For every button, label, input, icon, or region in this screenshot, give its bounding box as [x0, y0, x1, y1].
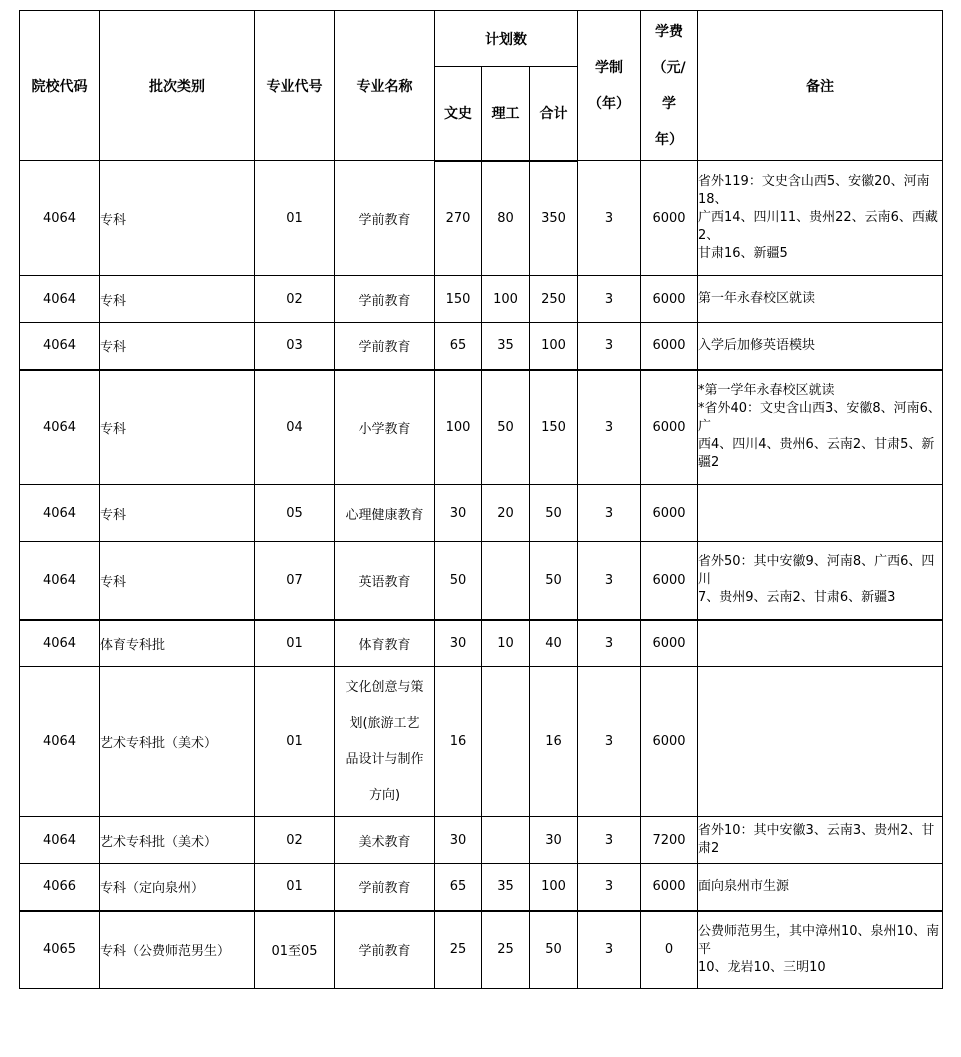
batch-cell: 专科（定向泉州） — [100, 864, 255, 911]
note-line: *第一学年永春校区就读 — [698, 383, 835, 399]
major-name-cell: 小学教育 — [335, 370, 435, 485]
school-code-cell: 4064 — [20, 485, 100, 542]
batch-cell: 专科（公费师范男生） — [100, 911, 255, 989]
plan-total-cell: 50 — [530, 542, 578, 620]
header-duration-line: 学制 — [595, 59, 624, 76]
header-notes: 备注 — [698, 11, 943, 161]
fee-cell: 6000 — [641, 485, 698, 542]
note-line: 甘肃16、新疆5 — [698, 246, 788, 261]
batch-cell: 专科 — [100, 370, 255, 485]
note-line: 面向泉州市生源 — [698, 878, 790, 894]
fee-cell: 7200 — [641, 817, 698, 864]
school-code-cell: 4064 — [20, 370, 100, 485]
school-code-cell: 4065 — [20, 911, 100, 989]
note-line: *省外40：文史含山西3、安徽8、河南6、广 — [698, 401, 941, 435]
plan-total-cell: 50 — [530, 911, 578, 989]
fee-cell: 6000 — [641, 864, 698, 911]
duration-cell: 3 — [578, 485, 641, 542]
major-name-cell: 英语教育 — [335, 542, 435, 620]
plan-total-cell: 100 — [530, 323, 578, 370]
major-code-cell: 05 — [255, 485, 335, 542]
plan-total-cell: 350 — [530, 161, 578, 276]
batch-cell: 体育专科批 — [100, 620, 255, 667]
plan-wenshi-cell: 65 — [435, 323, 482, 370]
school-code-cell: 4064 — [20, 667, 100, 817]
plan-ligong-cell: 35 — [482, 323, 530, 370]
major-name-line: 品设计与制作 — [345, 751, 424, 767]
header-fee-line: 学 — [662, 95, 677, 112]
major-code-cell: 04 — [255, 370, 335, 485]
header-plan-wenshi: 文史 — [435, 67, 482, 161]
major-name-cell: 学前教育 — [335, 161, 435, 276]
note-cell — [698, 276, 943, 323]
major-name-cell: 学前教育 — [335, 864, 435, 911]
batch-cell: 专科 — [100, 542, 255, 620]
duration-cell: 3 — [578, 542, 641, 620]
duration-cell: 3 — [578, 864, 641, 911]
major-name-cell: 心理健康教育 — [335, 485, 435, 542]
major-code-cell: 01 — [255, 161, 335, 276]
major-name-line: 划(旅游工艺 — [349, 715, 420, 731]
note-cell — [698, 620, 943, 667]
header-batch: 批次类别 — [100, 11, 255, 161]
fee-cell: 0 — [641, 911, 698, 989]
header-fee-line: （元/ — [652, 59, 686, 76]
major-code-cell: 02 — [255, 276, 335, 323]
school-code-cell: 4066 — [20, 864, 100, 911]
plan-wenshi-cell: 30 — [435, 817, 482, 864]
plan-ligong-cell: 20 — [482, 485, 530, 542]
batch-cell: 艺术专科批（美术） — [100, 667, 255, 817]
plan-total-cell: 250 — [530, 276, 578, 323]
plan-total-cell: 100 — [530, 864, 578, 911]
batch-cell: 艺术专科批（美术） — [100, 817, 255, 864]
plan-ligong-cell — [482, 817, 530, 864]
note-line: 省外50：其中安徽9、河南8、广西6、四川 — [698, 554, 935, 588]
school-code-cell: 4064 — [20, 161, 100, 276]
note-line: 广西14、四川11、贵州22、云南6、西藏2、 — [698, 210, 938, 243]
major-code-cell: 03 — [255, 323, 335, 370]
school-code-cell: 4064 — [20, 323, 100, 370]
header-major-code: 专业代号 — [255, 11, 335, 161]
header-row-1 — [20, 11, 943, 67]
table-row — [20, 817, 943, 864]
plan-ligong-cell: 10 — [482, 620, 530, 667]
duration-cell: 3 — [578, 817, 641, 864]
fee-cell: 6000 — [641, 667, 698, 817]
fee-cell: 6000 — [641, 276, 698, 323]
header-duration — [578, 11, 641, 161]
school-code-cell: 4064 — [20, 620, 100, 667]
note-line: 西4、四川4、贵州6、云南2、甘肃5、新疆2 — [698, 437, 935, 471]
note-line: 省外119：文史含山西5、安徽20、河南18、 — [698, 174, 930, 207]
table-row — [20, 667, 943, 817]
note-cell — [698, 161, 943, 276]
plan-total-cell: 50 — [530, 485, 578, 542]
note-cell — [698, 485, 943, 542]
enrollment-plan-table — [19, 10, 943, 989]
header-plan-ligong: 理工 — [482, 67, 530, 161]
plan-wenshi-cell: 30 — [435, 485, 482, 542]
batch-cell: 专科 — [100, 276, 255, 323]
note-cell — [698, 370, 943, 485]
plan-total-cell: 40 — [530, 620, 578, 667]
table-row — [20, 276, 943, 323]
duration-cell: 3 — [578, 667, 641, 817]
table-row — [20, 485, 943, 542]
school-code-cell: 4064 — [20, 276, 100, 323]
plan-total-cell: 30 — [530, 817, 578, 864]
table-row — [20, 542, 943, 620]
table-row — [20, 370, 943, 485]
batch-cell: 专科 — [100, 323, 255, 370]
major-code-cell: 01 — [255, 620, 335, 667]
fee-cell: 6000 — [641, 370, 698, 485]
note-line: 第一年永春校区就读 — [698, 291, 816, 306]
note-cell — [698, 542, 943, 620]
table-row — [20, 161, 943, 276]
major-name-line: 文化创意与策 — [345, 679, 424, 695]
plan-wenshi-cell: 150 — [435, 276, 482, 323]
plan-wenshi-cell: 16 — [435, 667, 482, 817]
plan-wenshi-cell: 25 — [435, 911, 482, 989]
duration-cell: 3 — [578, 620, 641, 667]
note-line: 7、贵州9、云南2、甘肃6、新疆3 — [698, 590, 896, 606]
table-row — [20, 911, 943, 989]
major-name-cell: 学前教育 — [335, 276, 435, 323]
table-row — [20, 864, 943, 911]
header-fee — [641, 11, 698, 161]
major-name-cell — [335, 667, 435, 817]
major-code-cell: 02 — [255, 817, 335, 864]
plan-wenshi-cell: 65 — [435, 864, 482, 911]
duration-cell: 3 — [578, 323, 641, 370]
duration-cell: 3 — [578, 276, 641, 323]
fee-cell: 6000 — [641, 161, 698, 276]
plan-ligong-cell — [482, 542, 530, 620]
header-school-code: 院校代码 — [20, 11, 100, 161]
note-cell — [698, 323, 943, 370]
batch-cell: 专科 — [100, 161, 255, 276]
plan-ligong-cell: 80 — [482, 161, 530, 276]
note-cell — [698, 667, 943, 817]
major-name-cell: 学前教育 — [335, 911, 435, 989]
school-code-cell: 4064 — [20, 542, 100, 620]
note-cell — [698, 864, 943, 911]
header-fee-line: 学费 — [655, 23, 684, 40]
note-line: 省外10：其中安徽3、云南3、贵州2、甘肃2 — [698, 823, 935, 856]
table-row — [20, 323, 943, 370]
major-name-cell: 美术教育 — [335, 817, 435, 864]
header-plan-total: 合计 — [530, 67, 578, 161]
major-name-cell: 体育教育 — [335, 620, 435, 667]
duration-cell: 3 — [578, 911, 641, 989]
header-fee-line: 年） — [655, 131, 684, 148]
duration-cell: 3 — [578, 370, 641, 485]
major-code-cell: 01 — [255, 864, 335, 911]
plan-ligong-cell: 25 — [482, 911, 530, 989]
plan-ligong-cell: 100 — [482, 276, 530, 323]
plan-wenshi-cell: 30 — [435, 620, 482, 667]
major-name-cell: 学前教育 — [335, 323, 435, 370]
plan-ligong-cell: 50 — [482, 370, 530, 485]
fee-cell: 6000 — [641, 323, 698, 370]
fee-cell: 6000 — [641, 542, 698, 620]
major-code-cell: 01 — [255, 667, 335, 817]
plan-wenshi-cell: 50 — [435, 542, 482, 620]
plan-wenshi-cell: 100 — [435, 370, 482, 485]
note-line: 公费师范男生，其中漳州10、泉州10、南平 — [698, 923, 940, 957]
plan-total-cell: 150 — [530, 370, 578, 485]
note-line: 10、龙岩10、三明10 — [698, 959, 826, 975]
batch-cell: 专科 — [100, 485, 255, 542]
duration-cell: 3 — [578, 161, 641, 276]
plan-ligong-cell: 35 — [482, 864, 530, 911]
major-code-cell: 07 — [255, 542, 335, 620]
plan-total-cell: 16 — [530, 667, 578, 817]
note-cell — [698, 817, 943, 864]
major-code-cell: 01至05 — [255, 911, 335, 989]
plan-ligong-cell — [482, 667, 530, 817]
header-plan: 计划数 — [435, 11, 578, 67]
header-major-name: 专业名称 — [335, 11, 435, 161]
note-line: 入学后加修英语模块 — [698, 337, 816, 353]
major-name-line: 方向) — [368, 787, 401, 803]
table-row — [20, 620, 943, 667]
header-duration-line: （年） — [588, 95, 631, 112]
school-code-cell: 4064 — [20, 817, 100, 864]
note-cell — [698, 911, 943, 989]
fee-cell: 6000 — [641, 620, 698, 667]
plan-wenshi-cell: 270 — [435, 161, 482, 276]
